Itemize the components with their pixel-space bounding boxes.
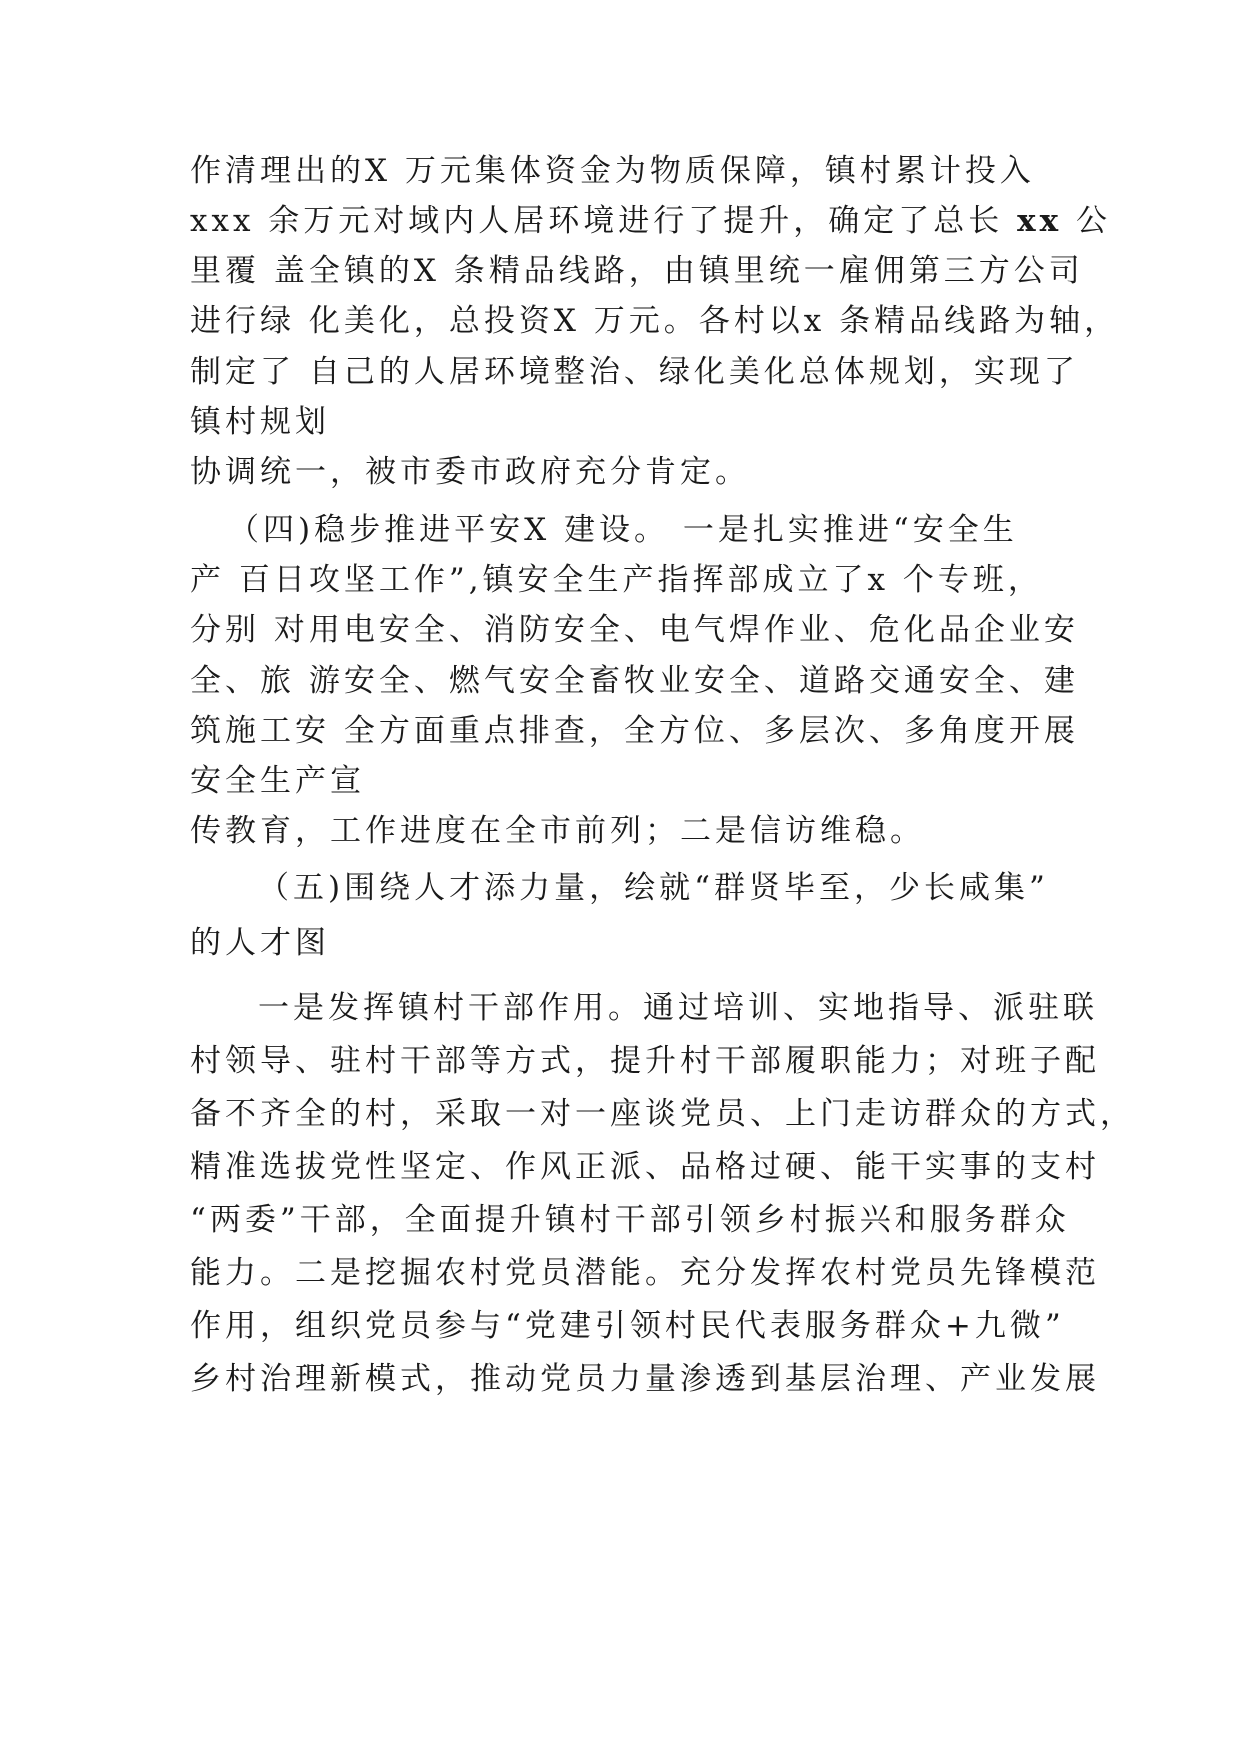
paragraph-line: 里覆 盖全镇的X 条精品线路，由镇里统一雇佣第三方公司 — [190, 253, 1084, 289]
paragraph-line: 镇村规划 — [190, 404, 330, 440]
paragraph-line: 村领导、驻村干部等方式，提升村干部履职能力；对班子配 — [190, 1043, 1100, 1079]
paragraph-line: 乡村治理新模式，推动党员力量渗透到基层治理、产业发展 — [190, 1361, 1100, 1397]
paragraph-line: 分别 对用电安全、消防安全、电气焊作业、危化品企业安 — [190, 612, 1079, 648]
paragraph-line: “两委”干部，全面提升镇村干部引领乡村振兴和服务群众 — [190, 1202, 1070, 1238]
paragraph-line — [190, 201, 1111, 241]
paragraph-line: 全、旅 游安全、燃气安全畜牧业安全、道路交通安全、建 — [190, 663, 1079, 699]
line-tail: 公 — [1062, 203, 1111, 239]
line-text: xxx 余万元对域内人居环境进行了提升，确定了总长 — [190, 203, 1018, 239]
paragraph-line: 协调统一，被市委市政府充分肯定。 — [190, 454, 750, 490]
paragraph-line: 产 百日攻坚工作”,镇安全生产指挥部成立了x 个专班， — [190, 562, 1043, 598]
paragraph-line: 作用，组织党员参与“党建引领村民代表服务群众+九微” — [190, 1308, 1065, 1344]
paragraph-line: 备不齐全的村，采取一对一座谈党员、上门走访群众的方式， — [190, 1096, 1135, 1132]
paragraph-line: 进行绿 化美化，总投资X 万元。各村以x 条精品线路为轴， — [190, 303, 1120, 339]
paragraph-line: 传教育，工作进度在全市前列；二是信访维稳。 — [190, 813, 925, 849]
paragraph-line: 制定了 自己的人居环境整治、绿化美化总体规划，实现了 — [190, 354, 1079, 390]
section-heading-5: （五)围绕人才添力量，绘就“群贤毕至，少长咸集” — [258, 870, 1049, 906]
paragraph-line: 筑施工安 全方面重点排查，全方位、多层次、多角度开展 — [190, 713, 1079, 749]
paragraph-line: 能力。二是挖掘农村党员潜能。充分发挥农村党员先锋模范 — [190, 1255, 1100, 1291]
paragraph-line: 安全生产宣 — [190, 763, 365, 799]
paragraph-line: 一是发挥镇村干部作用。通过培训、实地指导、派驻联 — [258, 990, 1098, 1026]
paragraph-line: 精准选拔党性坚定、作风正派、品格过硬、能干实事的支村 — [190, 1149, 1100, 1185]
paragraph-line: 的人才图 — [190, 925, 330, 961]
bold-value: xx — [1017, 203, 1063, 239]
paragraph-line: 作清理出的X 万元集体资金为物质保障，镇村累计投入 — [190, 153, 1035, 189]
section-heading-4: （四)稳步推进平安X 建设。 一是扎实推进“安全生 — [228, 512, 1018, 548]
